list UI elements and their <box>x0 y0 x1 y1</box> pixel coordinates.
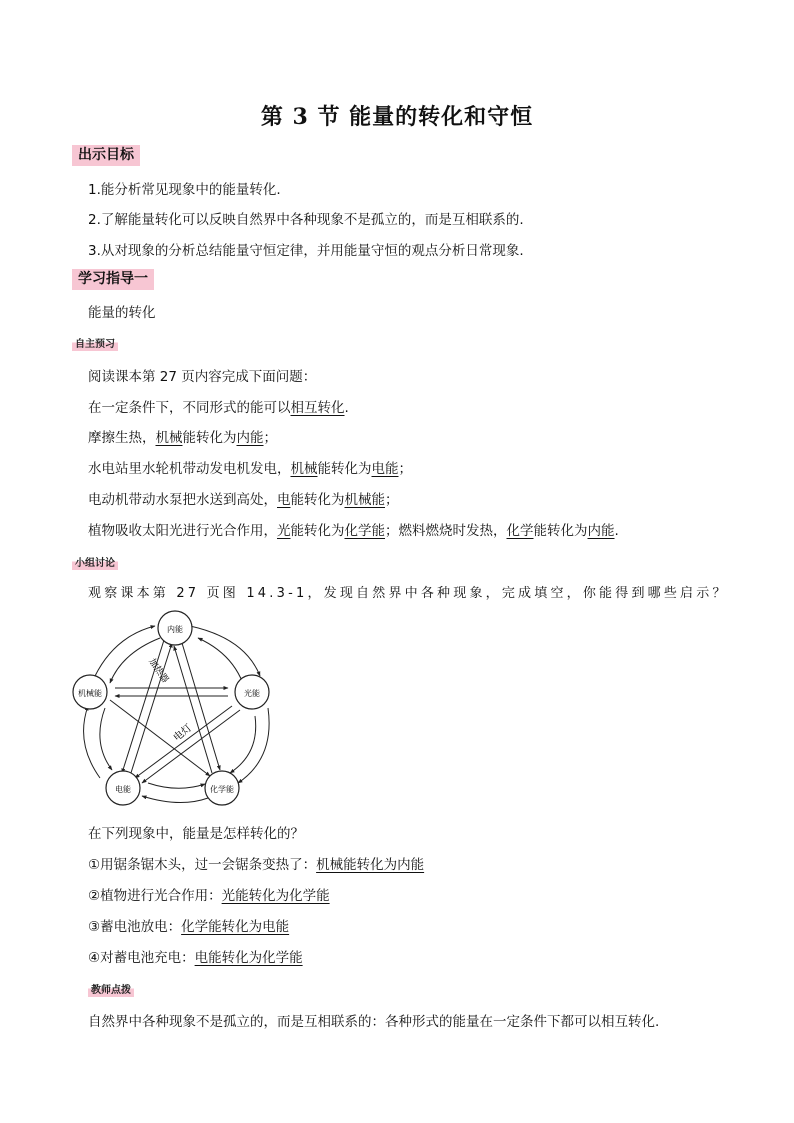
text: ； <box>385 492 399 508</box>
label-lamp: 电灯 <box>171 722 195 744</box>
label-heater: 加热器 <box>146 657 170 686</box>
self-study-line-2 <box>88 426 277 446</box>
text: ； <box>263 430 277 446</box>
answer-blank: 电 <box>277 492 291 508</box>
node-electric-energy <box>106 771 140 805</box>
question-3 <box>88 915 289 935</box>
self-study-line-5 <box>88 519 619 539</box>
text: 能转化为 <box>317 461 372 477</box>
text: ；燃料燃烧时发热， <box>385 523 507 539</box>
answer-blank: 化学能转化为电能 <box>181 919 290 935</box>
node-mechanical-energy <box>73 675 107 709</box>
answer-blank: 化学能 <box>344 523 385 539</box>
text: 摩擦生热， <box>88 430 156 446</box>
answer-blank: 光 <box>277 523 291 539</box>
group-discussion-intro: 观察课本第 27 页图 14.3-1，发现自然界中各种现象，完成填空，你能得到哪些启示？ <box>88 586 729 601</box>
question-text: ③蓄电池放电： <box>88 919 182 935</box>
page-title: 第 3 节 能量的转化和守恒 <box>260 104 534 130</box>
energy-transformation-diagram <box>60 608 290 810</box>
question-4 <box>88 946 303 966</box>
text: 能转化为 <box>290 492 345 508</box>
questions-intro: 在下列现象中，能量是怎样转化的？ <box>88 826 304 842</box>
answer-blank: 相互转化 <box>290 400 345 416</box>
text: 水电站里水轮机带动发电机发电， <box>88 461 291 477</box>
goal-item-3: 3.从对现象的分析总结能量守恒定律，并用能量守恒的观点分析日常现象. <box>88 243 524 259</box>
answer-blank: 电能 <box>371 461 399 477</box>
svg-text:化学能: 化学能 <box>210 785 234 794</box>
subsection-label-teacher: 教师点拨 <box>88 980 134 997</box>
node-chemical-energy <box>205 771 239 805</box>
question-text: ④对蓄电池充电： <box>88 950 195 966</box>
svg-text:机械能: 机械能 <box>78 689 102 698</box>
svg-text:内能: 内能 <box>167 625 183 634</box>
answer-blank: 内能 <box>236 430 264 446</box>
text: 植物吸收太阳光进行光合作用， <box>88 523 277 539</box>
node-light-energy <box>235 675 269 709</box>
svg-text:光能: 光能 <box>244 689 260 698</box>
text: 在一定条件下，不同形式的能可以 <box>88 400 291 416</box>
section-label-goals: 出示目标 <box>72 145 140 166</box>
question-2 <box>88 884 330 904</box>
text: 能转化为 <box>290 523 345 539</box>
goal-item-1: 1.能分析常见现象中的能量转化. <box>88 182 281 198</box>
answer-blank: 电能转化为化学能 <box>194 950 303 966</box>
text: . <box>344 400 349 416</box>
self-study-line-1 <box>88 396 349 416</box>
guide-topic: 能量的转化 <box>88 305 156 321</box>
text: 能转化为 <box>182 430 237 446</box>
text: 能转化为 <box>533 523 588 539</box>
answer-blank: 机械 <box>155 430 183 446</box>
goal-item-2: 2.了解能量转化可以反映自然界中各种现象不是孤立的，而是互相联系的. <box>88 212 524 228</box>
question-text: ②植物进行光合作用： <box>88 888 222 904</box>
self-study-line-3 <box>88 457 412 477</box>
answer-blank: 机械能 <box>344 492 385 508</box>
question-1 <box>88 853 424 873</box>
text: . <box>614 523 619 539</box>
self-study-line-4 <box>88 488 399 508</box>
svg-text:电能: 电能 <box>115 785 131 794</box>
text: 电动机带动水泵把水送到高处， <box>88 492 277 508</box>
answer-blank: 内能 <box>587 523 615 539</box>
answer-blank: 机械能转化为内能 <box>316 857 425 873</box>
subsection-label-group-discussion: 小组讨论 <box>72 553 118 570</box>
text: ； <box>398 461 412 477</box>
question-text: ①用锯条锯木头，过一会锯条变热了： <box>88 857 317 873</box>
teacher-summary: 自然界中各种现象不是孤立的，而是互相联系的：各种形式的能量在一定条件下都可以相互转化. <box>88 1014 660 1030</box>
section-label-guide: 学习指导一 <box>72 269 154 290</box>
answer-blank: 光能转化为化学能 <box>221 888 330 904</box>
answer-blank: 机械 <box>290 461 318 477</box>
node-internal-energy <box>158 611 192 645</box>
self-study-intro: 阅读课本第 27 页内容完成下面问题： <box>88 369 317 385</box>
answer-blank: 化学 <box>506 523 534 539</box>
subsection-label-self-study: 自主预习 <box>72 334 118 351</box>
